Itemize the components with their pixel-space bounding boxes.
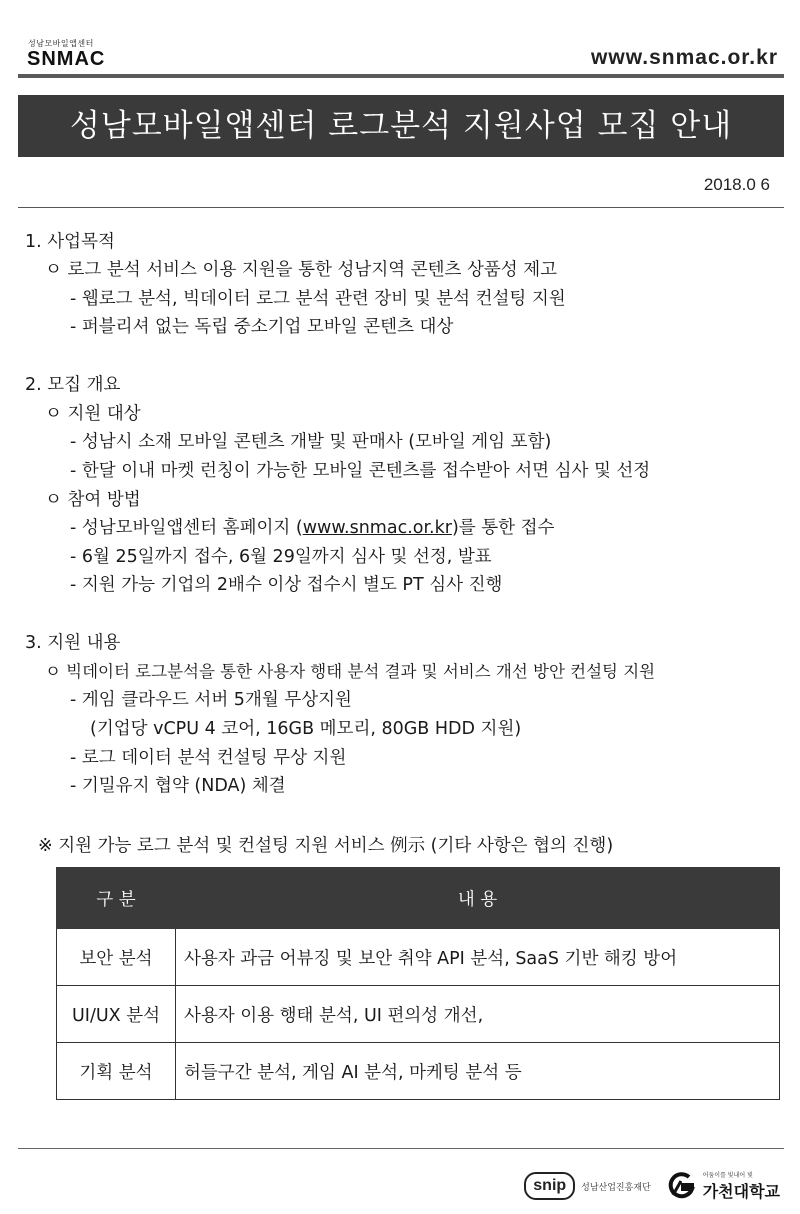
column-header-category: 구 분 xyxy=(57,868,176,929)
row-content: 허들구간 분석, 게임 AI 분석, 마케팅 분석 등 xyxy=(176,1043,780,1100)
header-divider xyxy=(18,74,784,78)
table-row xyxy=(57,986,780,1043)
snip-name: 성남산업진흥재단 xyxy=(581,1182,651,1193)
row-content: 사용자 이용 행태 분석, UI 편의성 개선, xyxy=(176,986,780,1043)
section-heading: 2. 모집 개요 xyxy=(25,375,121,395)
section-heading: 1. 사업목적 xyxy=(25,232,115,252)
footer-divider xyxy=(18,1148,784,1149)
header-url[interactable]: www.snmac.or.kr xyxy=(591,46,778,69)
gachon-emblem-icon xyxy=(667,1171,697,1201)
row-category: 기획 분석 xyxy=(57,1043,176,1100)
sub-item-text-before: - 성남모바일앱센터 홈페이지 ( xyxy=(70,518,303,538)
title-divider xyxy=(18,207,784,208)
page-header xyxy=(0,0,800,80)
service-table xyxy=(56,867,780,1100)
sub-item: - 웹로그 분석, 빅데이터 로그 분석 관련 장비 및 분석 컨설팅 지원 xyxy=(70,289,566,309)
row-category: UI/UX 분석 xyxy=(57,986,176,1043)
homepage-link[interactable]: www.snmac.or.kr xyxy=(302,518,452,538)
sub-item: - 성남시 소재 모바일 콘텐츠 개발 및 판매사 (모바일 게임 포함) xyxy=(70,432,552,452)
snip-logo: snip xyxy=(524,1172,575,1200)
bullet-item: ㅇ 로그 분석 서비스 이용 지원을 통한 성남지역 콘텐츠 상품성 제고 xyxy=(45,260,558,280)
bullet-item: ㅇ 참여 방법 xyxy=(45,490,141,510)
sub-item: - 6월 25일까지 접수, 6월 29일까지 심사 및 선정, 발표 xyxy=(70,547,492,567)
footer-logos xyxy=(524,1168,780,1204)
snmac-logo: SNMAC xyxy=(27,48,106,70)
bullet-item: ㅇ 지원 대상 xyxy=(45,404,141,424)
logo-subtitle: 성남모바일앱센터 xyxy=(28,39,94,48)
sub-item: - 게임 클라우드 서버 5개월 무상지원 xyxy=(70,690,352,710)
sub-item-text-after: )를 통한 접수 xyxy=(451,518,555,538)
sub-item: - 기밀유지 협약 (NDA) 체결 xyxy=(70,776,286,796)
gachon-slogan: 어둠이를 빛내어 빛 xyxy=(702,1172,753,1179)
table-row xyxy=(57,929,780,986)
sub-item: - 지원 가능 기업의 2배수 이상 접수시 별도 PT 심사 진행 xyxy=(70,575,503,595)
sub-item: - 퍼블리셔 없는 독립 중소기업 모바일 콘텐츠 대상 xyxy=(70,317,454,337)
row-category: 보안 분석 xyxy=(57,929,176,986)
gachon-name: 가천대학교 xyxy=(702,1182,780,1201)
row-content: 사용자 과금 어뷰징 및 보안 취약 API 분석, SaaS 기반 해킹 방어 xyxy=(176,929,780,986)
section-heading: 3. 지원 내용 xyxy=(25,633,121,653)
sub-item-detail: (기업당 vCPU 4 코어, 16GB 메모리, 80GB HDD 지원) xyxy=(90,719,522,739)
column-header-content: 내 용 xyxy=(176,868,780,929)
bullet-item: ㅇ 빅데이터 로그분석을 통한 사용자 행태 분석 결과 및 서비스 개선 방안 컨설팅 지원 xyxy=(45,662,656,681)
sub-item: - 한달 이내 마켓 런칭이 가능한 모바일 콘텐츠를 접수받아 서면 심사 및 선정 xyxy=(70,461,651,481)
sub-item xyxy=(70,514,554,539)
document-date: 2018.0 6 xyxy=(703,175,770,194)
table-header-row xyxy=(57,868,780,929)
sub-item: - 로그 데이터 분석 컨설팅 무상 지원 xyxy=(70,748,347,768)
note: ※ 지원 가능 로그 분석 및 컨설팅 지원 서비스 例示 (기타 사항은 협의 진행) xyxy=(38,836,614,856)
table-row xyxy=(57,1043,780,1100)
document-title: 성남모바일앱센터 로그분석 지원사업 모집 안내 xyxy=(18,95,784,157)
gachon-logo xyxy=(703,1170,780,1202)
